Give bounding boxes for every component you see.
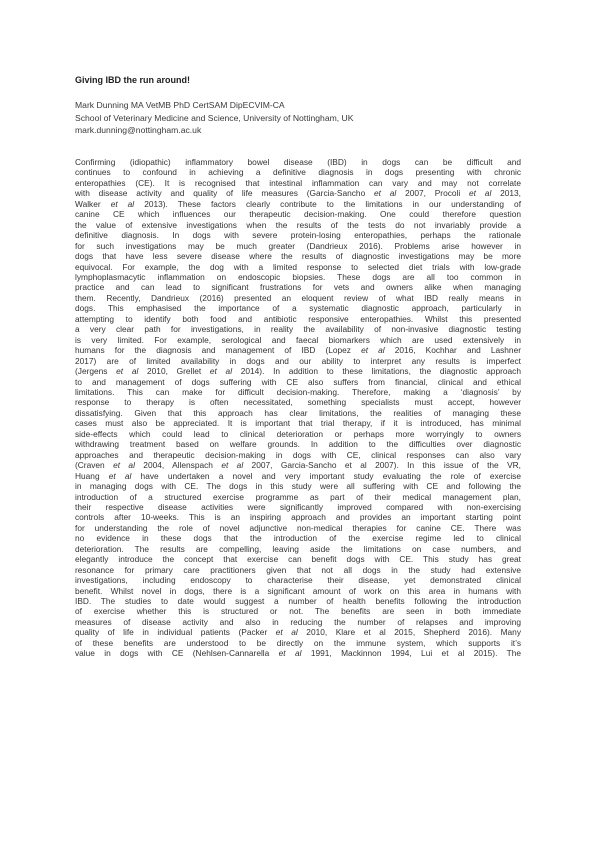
text-run: measures of disease activity and also in reducing the number of relapses and improving (75, 616, 521, 627)
text-run: 1991, Mackinnon 1994, Lui et al 2015). The (301, 648, 521, 659)
text-run: (Jergens (75, 366, 117, 377)
text-run: elegantly introduce the concept that exercise can benefit dogs with CE. This study has great (75, 554, 521, 565)
body-line (75, 366, 521, 376)
text-run: quality of life in individual patients (Packer (75, 627, 276, 638)
text-run: resonance for primary care practitioners given that not all dogs in the study had extensive (75, 564, 521, 575)
text-run: investigations, including endoscopy to characterise their disease, yet demonstrated clinical (75, 575, 521, 586)
text-run: to and management of dogs suffering with CE also suffers from financial, clinical and ethical (75, 376, 521, 387)
text-run: practice and can lead to significant frustrations for vets and owners alike when managing (75, 282, 521, 293)
italic-text: et al (116, 366, 139, 377)
text-run: have undertaken a novel and very important study evaluating the role of exercise (131, 470, 521, 481)
body-line (75, 429, 521, 439)
text-run: cases must also be appreciated. It is important that trial therapy, if it is introduced, has minimal (75, 418, 521, 429)
text-run: them. Recently, Dandrieux (2016) presented an eloquent review of what IBD really means in (75, 292, 521, 303)
text-run: 2004, Allenspach (134, 460, 222, 471)
text-run: 2013, (491, 188, 521, 199)
body-line (75, 220, 521, 230)
body-line (75, 460, 521, 470)
body-line (75, 272, 521, 282)
text-run: 2014). In addition to these limitations, the diagnostic approach (232, 366, 521, 377)
text-run: continues to confound in achieving a definitive diagnosis in dogs presenting with chronic (75, 167, 521, 178)
body-line (75, 439, 521, 449)
body-line (75, 303, 521, 313)
text-run: deterioration. The results are compelling, leaving aside the limitations on case numbers, and (75, 543, 521, 554)
text-run: dissatisfying. Given that this approach has clear limitations, the realities of managing these (75, 407, 521, 418)
text-run: withdrawing treatment based on welfare grounds. In addition to the difficulties over diagnostic (75, 439, 521, 450)
body-line (75, 554, 521, 564)
text-run: their respective disease activities were significantly improved compared with non-exercising (75, 501, 521, 512)
body-line (75, 575, 521, 585)
text-run: dogs. This emphasised the importance of a systematic diagnostic approach, particularly in (75, 303, 521, 314)
text-run: Walker (75, 198, 111, 209)
body-line (75, 251, 521, 261)
text-run: Huang (75, 470, 109, 481)
body-line (75, 282, 521, 292)
text-run: humans for the diagnosis and management of IBD (Lopez (75, 345, 362, 356)
text-run: a very clear path for investigations, in reality the availability of non-invasive diagnostic testing (75, 324, 521, 335)
body-line (75, 377, 521, 387)
author-affiliation: School of Veterinary Medicine and Science, University of Nottingham, UK (75, 112, 354, 123)
body-line (75, 648, 521, 658)
body-line (75, 397, 521, 407)
body-line (75, 418, 521, 428)
text-run: 2010, Klare et al 2015, Shepherd 2016). Many (297, 627, 521, 638)
body-line (75, 335, 521, 345)
body-line (75, 586, 521, 596)
article-title: Giving IBD the run around! (75, 75, 190, 85)
italic-text: et al (275, 627, 298, 638)
italic-text: et al (209, 366, 233, 377)
text-run: the value of extensive investigations when the results of the tests do not invariably provide a (75, 219, 521, 230)
text-run: limitations. This can make for difficult decision-making. Therefore, making a ‘diagnosis’ by (75, 386, 521, 397)
body-line (75, 188, 521, 198)
author-email: mark.dunning@nottingham.ac.uk (75, 125, 202, 135)
text-run: dogs that have less severe disease where the results of diagnostic investigations may be more (75, 251, 521, 262)
text-run: canine CE which influences our therapeutic decision-making. One could therefore question (75, 209, 521, 220)
text-run: (Craven (75, 460, 114, 471)
italic-text: et al (108, 470, 132, 481)
text-run: 2016, Kochhar and Lashner (384, 345, 521, 356)
text-run: attempting to identify both food and antibiotic responsive enteropathies. Whilst this presented (75, 313, 521, 324)
body-line (75, 408, 521, 418)
text-run: response to therapy is often necessitated, something specialists must accept, however (75, 397, 521, 408)
body-line (75, 606, 521, 616)
body-line (75, 544, 521, 554)
italic-text: et al (278, 648, 302, 659)
body-line (75, 356, 521, 366)
body-line (75, 481, 521, 491)
body-line (75, 565, 521, 575)
body-line (75, 512, 521, 522)
body-line (75, 178, 521, 188)
text-run: side-effects which could lead to clinical deterioration or perhaps more worryingly to owners (75, 428, 521, 439)
body-line (75, 523, 521, 533)
italic-text: et al (374, 188, 397, 199)
text-run: controls after 10-weeks. This is an inspiring approach and provides an important starting point (75, 512, 521, 523)
text-run: lymphoplasmacytic inflammation on endoscopic biopsies. These dogs are all too common in (75, 271, 521, 282)
body-line (75, 627, 521, 637)
body-line (75, 502, 521, 512)
italic-text: et al (113, 460, 135, 471)
body-line (75, 209, 521, 219)
body-line (75, 638, 521, 648)
text-run: of exercise whether this is structured or not. The benefits are seen in both immediate (75, 606, 521, 617)
text-run: 2010, Grellet (138, 366, 210, 377)
text-run: enteropathies (CE). It is recognised that intestinal inflammation can vary and may not correlate (75, 177, 521, 188)
text-run: definitive diagnosis. In dogs with severe protein-losing enteropathies, perhaps the rationale (75, 230, 521, 241)
text-run: equivocal. For example, the dog with a limited response to selected diet trials with low-grade (75, 261, 521, 272)
italic-text: et al (469, 188, 492, 199)
body-line (75, 157, 521, 167)
body-line (75, 230, 521, 240)
text-run: with disease activity and quality of life measures (Garcia-Sancho (75, 188, 375, 199)
text-run: 2007, Garcia-Sancho et al 2007). In this issue of the VR, (243, 460, 521, 471)
italic-text: et al (110, 198, 135, 209)
body-line (75, 617, 521, 627)
text-run: for such investigations may be much greater (Dandrieux 2016). Problems arise however in (75, 240, 521, 251)
text-run: approaches and therapeutic decision-making in dogs with CE, clinical responses can also vary (75, 449, 521, 460)
body-line (75, 241, 521, 251)
text-run: 2017) are of limited availability in dogs and our ability to interpret any results is imperfect (75, 355, 521, 366)
text-run: IBD. The studies to date would suggest a number of health benefits following the introduction (75, 596, 521, 607)
text-run: benefit. Whilst novel in dogs, there is a significant amount of work on this area in humans with (75, 585, 521, 596)
text-run: introduction of a structured exercise programme as part of their medical management plan, (75, 491, 521, 502)
text-run: of these benefits are understood to be directly on the immune system, which supports it’s (75, 637, 521, 648)
body-line (75, 471, 521, 481)
author-block (75, 99, 353, 137)
body-line (75, 167, 521, 177)
text-run: value in dogs with CE (Nehlsen-Cannarella (75, 648, 279, 659)
body-line (75, 450, 521, 460)
body-line (75, 314, 521, 324)
body-line (75, 324, 521, 334)
italic-text: et al (221, 460, 244, 471)
body-line (75, 492, 521, 502)
body-line (75, 262, 521, 272)
text-run: Confirming (idiopathic) inflammatory bowel disease (IBD) in dogs can be difficult and (75, 157, 521, 167)
text-run: no evidence in these dogs that the introduction of the exercise regime led to clinical (75, 533, 521, 544)
article-body (75, 157, 521, 659)
italic-text: et al (361, 345, 385, 356)
body-line (75, 387, 521, 397)
body-line (75, 199, 521, 209)
body-line (75, 293, 521, 303)
body-line (75, 533, 521, 543)
body-line (75, 596, 521, 606)
text-run: is very limited. For example, serological and faecal biomarkers which are used extensively in (75, 334, 521, 345)
author-name: Mark Dunning MA VetMB PhD CertSAM DipECVIM-CA (75, 100, 285, 110)
text-run: 2013). These factors clearly contribute to the limitations in our understanding of (134, 198, 522, 209)
text-run: for understanding the role of novel adjunctive non-medical therapies for canine CE. There was (75, 522, 521, 533)
text-run: 2007, Procoli (396, 188, 470, 199)
text-run: in managing dogs with CE. The dogs in this study were all suffering with CE and following the (75, 481, 521, 492)
body-line (75, 345, 521, 355)
